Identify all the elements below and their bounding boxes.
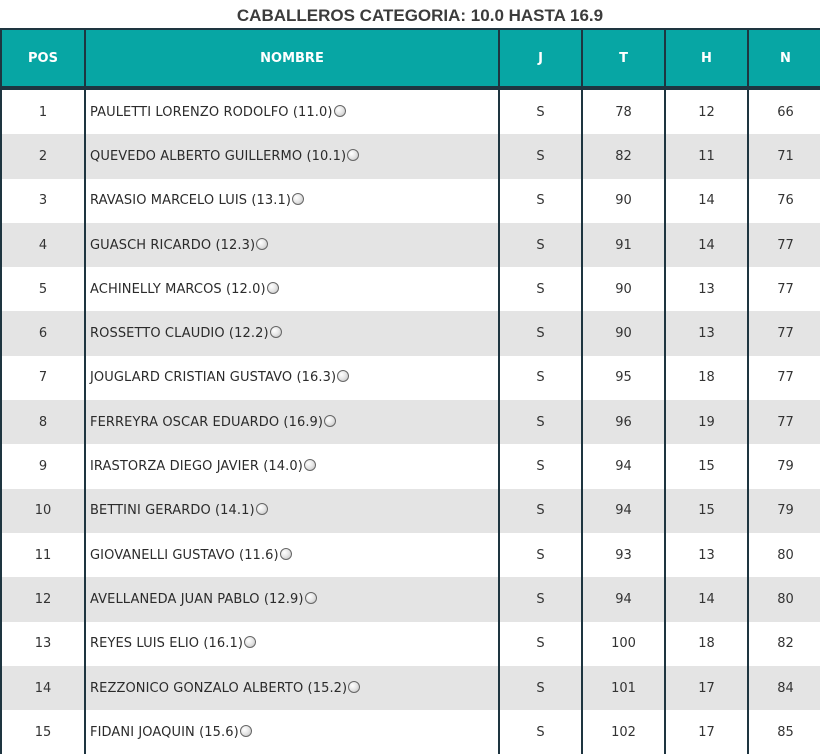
cell-name xyxy=(85,489,499,533)
cell-n: 77 xyxy=(748,400,820,444)
cell-pos: 14 xyxy=(1,666,85,710)
cell-h: 14 xyxy=(665,223,748,267)
player-name: PAULETTI LORENZO RODOLFO (11.0) xyxy=(90,104,333,120)
golf-ball-icon xyxy=(305,592,317,604)
cell-pos: 15 xyxy=(1,710,85,754)
cell-j: S xyxy=(499,88,582,134)
cell-j: S xyxy=(499,666,582,710)
leaderboard-table xyxy=(0,28,820,754)
cell-name xyxy=(85,134,499,178)
table-row[interactable] xyxy=(1,179,820,223)
cell-pos: 6 xyxy=(1,311,85,355)
cell-j: S xyxy=(499,356,582,400)
cell-t: 82 xyxy=(582,134,665,178)
cell-n: 79 xyxy=(748,444,820,488)
cell-n: 84 xyxy=(748,666,820,710)
table-row[interactable] xyxy=(1,356,820,400)
cell-j: S xyxy=(499,533,582,577)
cell-h: 17 xyxy=(665,666,748,710)
cell-t: 102 xyxy=(582,710,665,754)
table-row[interactable] xyxy=(1,666,820,710)
golf-ball-icon xyxy=(324,415,336,427)
cell-n: 80 xyxy=(748,577,820,621)
cell-pos: 1 xyxy=(1,88,85,134)
table-row[interactable] xyxy=(1,489,820,533)
golf-ball-icon xyxy=(292,193,304,205)
cell-n: 77 xyxy=(748,311,820,355)
cell-name xyxy=(85,444,499,488)
cell-pos: 5 xyxy=(1,267,85,311)
cell-j: S xyxy=(499,622,582,666)
player-name: BETTINI GERARDO (14.1) xyxy=(90,503,255,519)
cell-t: 100 xyxy=(582,622,665,666)
cell-name xyxy=(85,356,499,400)
cell-h: 19 xyxy=(665,400,748,444)
cell-n: 82 xyxy=(748,622,820,666)
cell-h: 13 xyxy=(665,533,748,577)
cell-j: S xyxy=(499,311,582,355)
cell-pos: 10 xyxy=(1,489,85,533)
cell-n: 71 xyxy=(748,134,820,178)
golf-ball-icon xyxy=(280,548,292,560)
table-row[interactable] xyxy=(1,134,820,178)
cell-name xyxy=(85,311,499,355)
column-header-j[interactable]: J xyxy=(499,29,582,88)
cell-j: S xyxy=(499,223,582,267)
cell-j: S xyxy=(499,444,582,488)
cell-t: 90 xyxy=(582,311,665,355)
cell-n: 76 xyxy=(748,179,820,223)
cell-n: 80 xyxy=(748,533,820,577)
column-header-pos[interactable]: POS xyxy=(1,29,85,88)
cell-t: 95 xyxy=(582,356,665,400)
golf-ball-icon xyxy=(256,238,268,250)
player-name: GUASCH RICARDO (12.3) xyxy=(90,237,256,253)
table-row[interactable] xyxy=(1,622,820,666)
cell-t: 94 xyxy=(582,489,665,533)
cell-n: 77 xyxy=(748,223,820,267)
cell-n: 79 xyxy=(748,489,820,533)
player-name: RAVASIO MARCELO LUIS (13.1) xyxy=(90,193,292,209)
cell-name xyxy=(85,88,499,134)
cell-name xyxy=(85,179,499,223)
golf-ball-icon xyxy=(267,282,279,294)
cell-pos: 2 xyxy=(1,134,85,178)
cell-pos: 7 xyxy=(1,356,85,400)
column-header-nombre[interactable]: NOMBRE xyxy=(85,29,499,88)
cell-h: 18 xyxy=(665,622,748,666)
player-name: AVELLANEDA JUAN PABLO (12.9) xyxy=(90,591,304,607)
player-name: FERREYRA OSCAR EDUARDO (16.9) xyxy=(90,414,324,430)
cell-n: 77 xyxy=(748,267,820,311)
table-row[interactable] xyxy=(1,577,820,621)
table-row[interactable] xyxy=(1,223,820,267)
cell-pos: 3 xyxy=(1,179,85,223)
header-row xyxy=(1,29,820,88)
cell-n: 85 xyxy=(748,710,820,754)
cell-h: 15 xyxy=(665,489,748,533)
player-name: ACHINELLY MARCOS (12.0) xyxy=(90,281,266,297)
cell-j: S xyxy=(499,267,582,311)
column-header-h[interactable]: H xyxy=(665,29,748,88)
golf-ball-icon xyxy=(347,149,359,161)
player-name: GIOVANELLI GUSTAVO (11.6) xyxy=(90,547,279,563)
cell-j: S xyxy=(499,134,582,178)
cell-h: 14 xyxy=(665,577,748,621)
table-row[interactable] xyxy=(1,400,820,444)
player-name: ROSSETTO CLAUDIO (12.2) xyxy=(90,326,269,342)
column-header-n[interactable]: N xyxy=(748,29,820,88)
cell-h: 15 xyxy=(665,444,748,488)
cell-t: 96 xyxy=(582,400,665,444)
golf-ball-icon xyxy=(240,725,252,737)
cell-j: S xyxy=(499,179,582,223)
cell-name xyxy=(85,710,499,754)
cell-h: 18 xyxy=(665,356,748,400)
player-name: IRASTORZA DIEGO JAVIER (14.0) xyxy=(90,459,303,475)
cell-name xyxy=(85,577,499,621)
golf-ball-icon xyxy=(304,459,316,471)
cell-pos: 4 xyxy=(1,223,85,267)
cell-name xyxy=(85,533,499,577)
golf-ball-icon xyxy=(337,370,349,382)
cell-name xyxy=(85,622,499,666)
player-name: JOUGLARD CRISTIAN GUSTAVO (16.3) xyxy=(90,370,337,386)
cell-t: 90 xyxy=(582,179,665,223)
table-row[interactable] xyxy=(1,267,820,311)
cell-h: 12 xyxy=(665,88,748,134)
cell-t: 78 xyxy=(582,88,665,134)
cell-t: 94 xyxy=(582,444,665,488)
cell-pos: 8 xyxy=(1,400,85,444)
golf-ball-icon xyxy=(334,105,346,117)
cell-j: S xyxy=(499,710,582,754)
golf-ball-icon xyxy=(256,503,268,515)
player-name: QUEVEDO ALBERTO GUILLERMO (10.1) xyxy=(90,148,347,164)
cell-n: 77 xyxy=(748,356,820,400)
page-title: CABALLEROS CATEGORIA: 10.0 HASTA 16.9 xyxy=(236,6,604,25)
table-row[interactable] xyxy=(1,311,820,355)
cell-t: 94 xyxy=(582,577,665,621)
player-name: FIDANI JOAQUIN (15.6) xyxy=(90,724,239,740)
table-row[interactable] xyxy=(1,710,820,754)
cell-h: 13 xyxy=(665,267,748,311)
cell-pos: 13 xyxy=(1,622,85,666)
cell-name xyxy=(85,223,499,267)
cell-name xyxy=(85,666,499,710)
golf-ball-icon xyxy=(244,636,256,648)
column-header-t[interactable]: T xyxy=(582,29,665,88)
golf-ball-icon xyxy=(348,681,360,693)
cell-pos: 11 xyxy=(1,533,85,577)
table-row[interactable] xyxy=(1,444,820,488)
table-row[interactable] xyxy=(1,88,820,134)
cell-name xyxy=(85,267,499,311)
cell-h: 17 xyxy=(665,710,748,754)
cell-t: 93 xyxy=(582,533,665,577)
player-name: REYES LUIS ELIO (16.1) xyxy=(90,636,244,652)
cell-t: 101 xyxy=(582,666,665,710)
cell-h: 11 xyxy=(665,134,748,178)
player-name: REZZONICO GONZALO ALBERTO (15.2) xyxy=(90,680,348,696)
cell-j: S xyxy=(499,577,582,621)
cell-h: 13 xyxy=(665,311,748,355)
cell-h: 14 xyxy=(665,179,748,223)
cell-n: 66 xyxy=(748,88,820,134)
cell-j: S xyxy=(499,489,582,533)
table-row[interactable] xyxy=(1,533,820,577)
cell-pos: 9 xyxy=(1,444,85,488)
cell-t: 90 xyxy=(582,267,665,311)
cell-j: S xyxy=(499,400,582,444)
cell-name xyxy=(85,400,499,444)
cell-t: 91 xyxy=(582,223,665,267)
golf-ball-icon xyxy=(270,326,282,338)
cell-pos: 12 xyxy=(1,577,85,621)
